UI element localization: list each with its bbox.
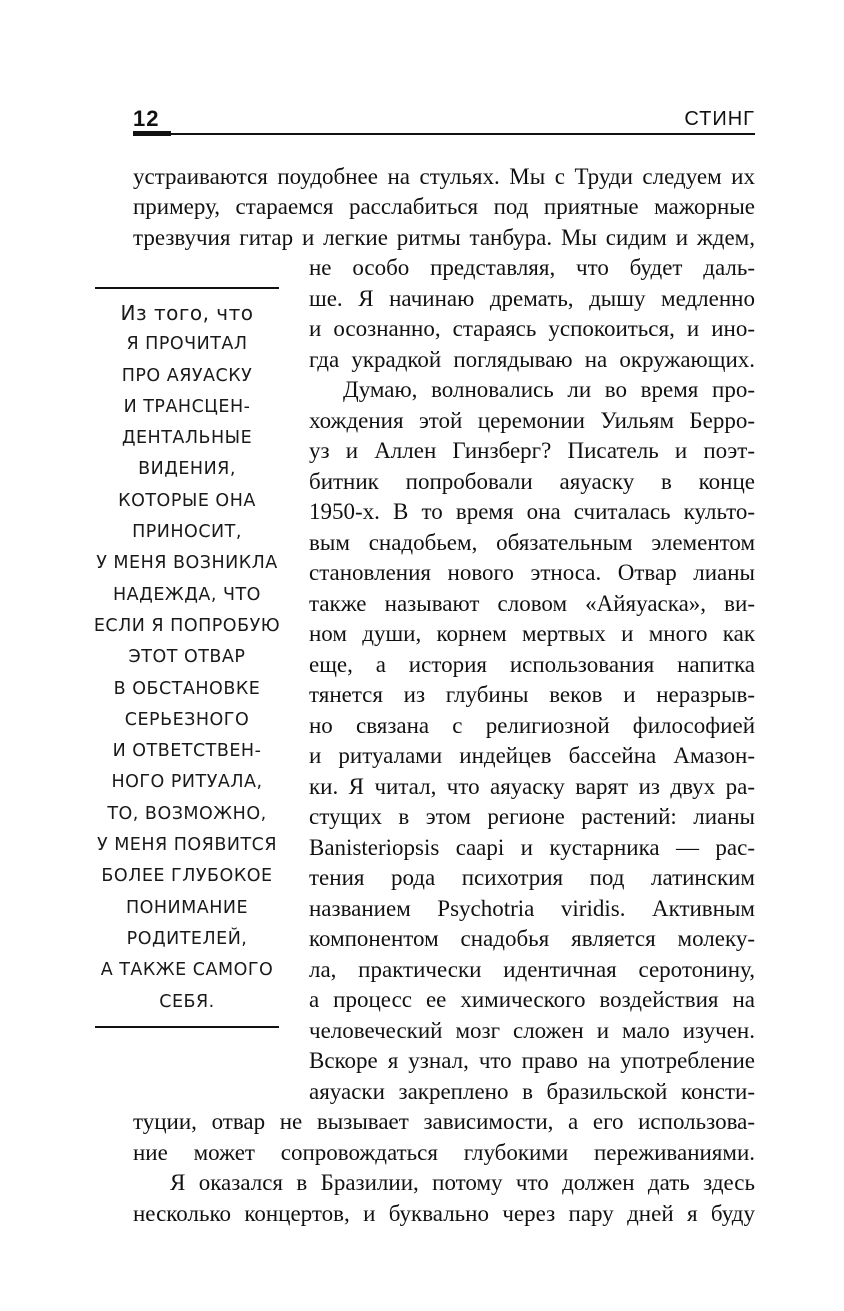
text-line: ном души, корнем мертвых и много как bbox=[309, 621, 755, 646]
text-line: ки. Я читал, что аяуаску варят из двух ра- bbox=[309, 774, 755, 799]
text-line: битник попробовали аяуаску в конце bbox=[309, 469, 755, 494]
text-line: аяуаски закреплено в бразильской консти- bbox=[309, 1079, 755, 1104]
text-line: названием Psychotria viridis. Активным bbox=[309, 896, 755, 921]
text-line: но связана с религиозной философией bbox=[309, 713, 755, 738]
pullquote-line: СЕБЯ. bbox=[159, 991, 215, 1012]
header-rule bbox=[133, 133, 755, 135]
text-line: вым снадобьем, обязательным элементом bbox=[309, 530, 755, 555]
text-line: туции, отвар не вызывает зависимости, а его использова- bbox=[133, 1109, 755, 1134]
pullquote-line: ПОНИМАНИЕ bbox=[125, 897, 249, 918]
pullquote-line: И ТРАНСЦЕН- bbox=[123, 396, 251, 417]
text-line: Думаю, волновались ли во время про- bbox=[343, 377, 755, 402]
pullquote-line: НАДЕЖДА, ЧТО bbox=[113, 584, 261, 605]
running-head: СТИНГ bbox=[684, 108, 755, 130]
text-line: компонентом снадобья является молеку- bbox=[309, 926, 755, 951]
pullquote bbox=[88, 298, 286, 1018]
text-line: ла, практически идентичная серотонину, bbox=[309, 957, 755, 982]
text-line: уз и Аллен Гинзберг? Писатель и поэт- bbox=[309, 438, 755, 463]
header-rule-accent bbox=[133, 131, 171, 136]
pullquote-line: У МЕНЯ ВОЗНИКЛА bbox=[96, 553, 278, 574]
pullquote-line: НОГО РИТУАЛА, bbox=[111, 772, 263, 793]
pullquote-line: ЕСЛИ Я ПОПРОБУЮ bbox=[93, 615, 281, 636]
text-line: тения рода психотрия под латинским bbox=[309, 865, 755, 890]
text-line: трезвучия гитар и легкие ритмы танбура. Мы сидим и ждем, bbox=[133, 225, 755, 250]
pullquote-line: В ОБСТАНОВКЕ bbox=[113, 678, 261, 699]
pullquote-line: ЭТОТ ОТВАР bbox=[128, 647, 246, 668]
text-line: Вскоре я узнал, что право на употребление bbox=[309, 1048, 755, 1073]
text-line: ше. Я начинаю дремать, дышу медленно bbox=[309, 286, 755, 311]
text-line: Banisteriopsis caapi и кустарника — рас- bbox=[309, 835, 755, 860]
text-line: ние может сопровождаться глубокими переживаниями. bbox=[133, 1140, 755, 1165]
pullquote-line: ПРИНОСИТ, bbox=[132, 522, 242, 543]
pullquote-line: БОЛЕЕ ГЛУБОКОЕ bbox=[101, 866, 273, 887]
text-line: устраиваются поудобнее на стульях. Мы с Труди следуем их bbox=[133, 164, 755, 189]
text-line: хождения этой церемонии Уильям Берро- bbox=[309, 408, 755, 433]
text-line: несколько концертов, и буквально через пару дней я буду bbox=[133, 1201, 755, 1226]
pullquote-line: Я ПРОЧИТАЛ bbox=[126, 334, 248, 355]
pullquote-line: Из того, что bbox=[120, 301, 254, 325]
pullquote-line: СЕРЬЕЗНОГО bbox=[124, 709, 250, 730]
text-line: не особо представляя, что будет даль- bbox=[309, 255, 755, 280]
text-line: гда украдкой поглядываю на окружающих. bbox=[309, 347, 755, 372]
text-line: примеру, стараемся расслабиться под приятные мажорные bbox=[133, 194, 755, 219]
pullquote-top-rule bbox=[95, 287, 279, 289]
text-line: еще, а история использования напитка bbox=[309, 652, 755, 677]
text-line: тянется из глубины веков и неразрыв- bbox=[309, 682, 755, 707]
pullquote-line: У МЕНЯ ПОЯВИТСЯ bbox=[96, 835, 278, 856]
text-line: также называют словом «Айяуаска», ви- bbox=[309, 591, 755, 616]
pullquote-line: ТО, ВОЗМОЖНО, bbox=[107, 803, 267, 824]
text-line: 1950-х. В то время она считалась культо- bbox=[309, 499, 755, 524]
text-line: Я оказался в Бразилии, потому что должен дать здесь bbox=[170, 1170, 755, 1195]
pullquote-line: ВИДЕНИЯ, bbox=[138, 459, 236, 480]
pullquote-line: И ОТВЕТСТВЕН- bbox=[112, 741, 262, 762]
pullquote-line: КОТОРЫЕ ОНА bbox=[118, 490, 256, 511]
page-number: 12 bbox=[133, 106, 160, 131]
text-line: и осознанно, стараясь успокоиться, и ино- bbox=[309, 316, 755, 341]
pullquote-line: ДЕНТАЛЬНЫЕ bbox=[121, 428, 253, 449]
text-line: становления нового этноса. Отвар лианы bbox=[309, 560, 755, 585]
text-line: человеческий мозг сложен и мало изучен. bbox=[309, 1018, 755, 1043]
pullquote-line: А ТАКЖЕ САМОГО bbox=[100, 960, 274, 981]
pullquote-line: РОДИТЕЛЕЙ, bbox=[126, 928, 248, 949]
page-header bbox=[133, 106, 755, 134]
text-line: стущих в этом регионе растений: лианы bbox=[309, 804, 755, 829]
pullquote-line: ПРО АЯУАСКУ bbox=[121, 365, 253, 386]
pullquote-bottom-rule bbox=[95, 1026, 279, 1028]
text-line: и ритуалами индейцев бассейна Амазон- bbox=[309, 743, 755, 768]
text-line: а процесс ее химического воздействия на bbox=[309, 987, 755, 1012]
